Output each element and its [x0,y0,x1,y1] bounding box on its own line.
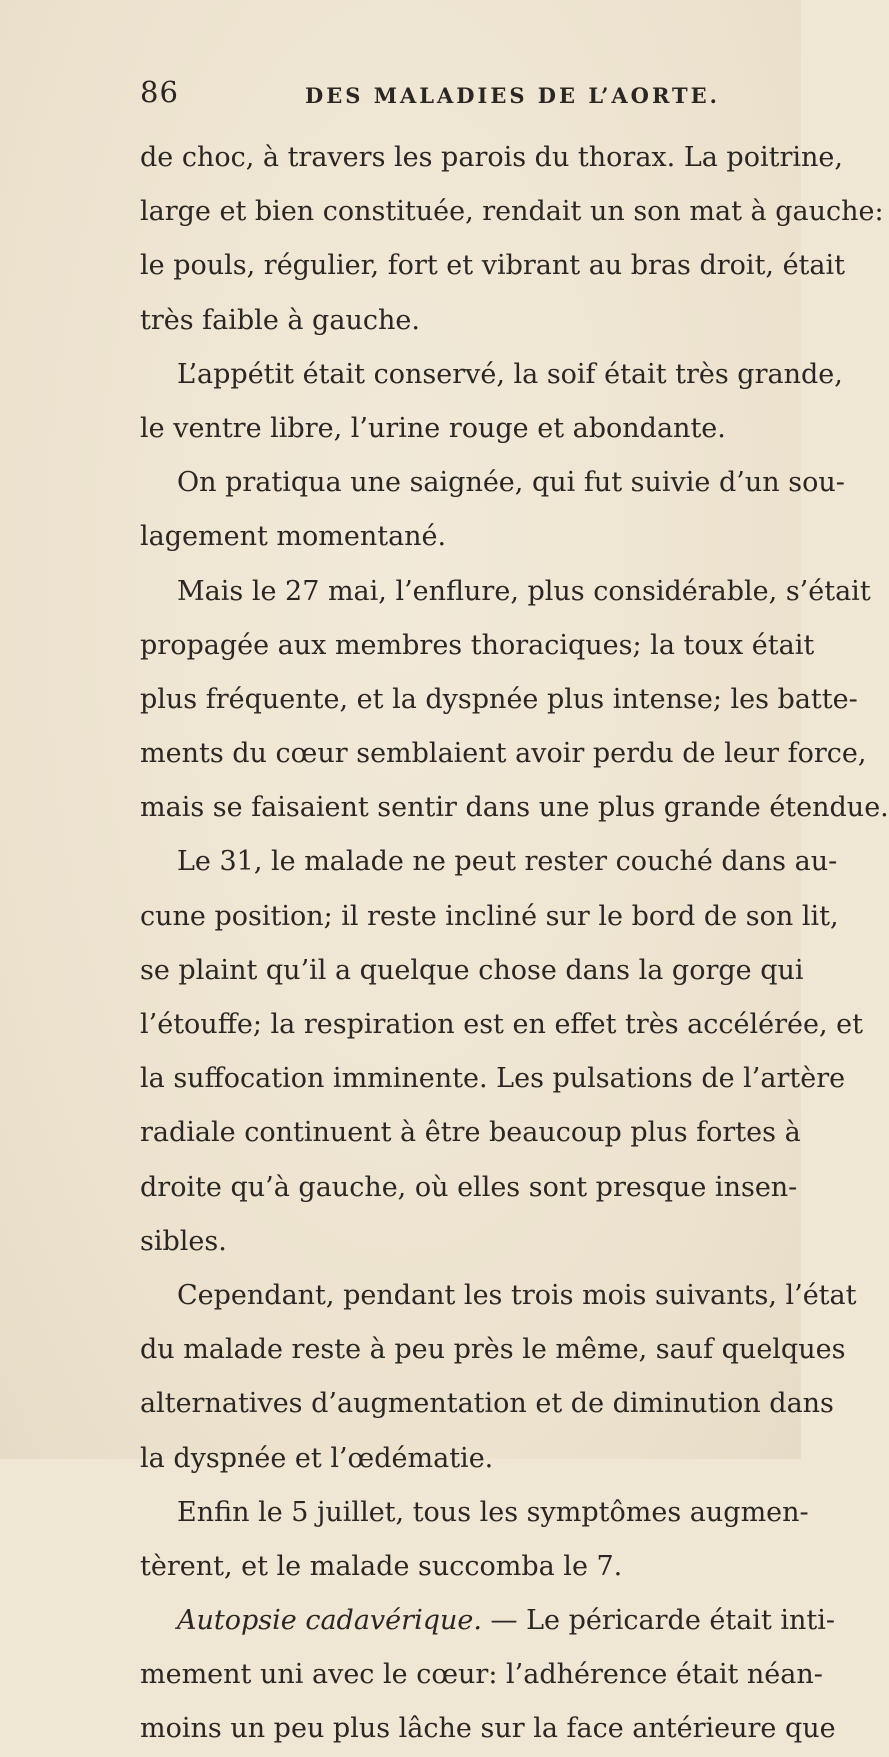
text-line-content: l’étouffe; la respiration est en effet très accélérée, et [140,1009,863,1040]
text-line-content: le pouls, régulier, fort et vibrant au bras droit, était [140,250,845,282]
running-title: DES MALADIES DE L’AORTE. [305,83,720,108]
text-line-content: cune position; il reste incliné sur le bord de son lit, [140,900,839,932]
text-line [140,1052,846,1106]
text-line [140,1377,834,1431]
text-line-content: Mais le 27 mai, l’enflure, plus considérable, s’était [177,575,871,607]
text-line-content: radiale continuent à être beaucoup plus fortes à [140,1117,801,1149]
text-line [140,348,843,402]
text-line [140,1648,823,1702]
text-line-content: de choc, à travers les parois du thorax. La poitrine, [140,142,843,173]
text-line-content: propagée aux membres thoraciques; la toux était [140,629,815,661]
text-line-content: se plaint qu’il a quelque chose dans la gorge qui [140,954,804,986]
text-line-content: très faible à gauche. [140,304,420,336]
text-line [140,565,871,619]
text-line [140,890,839,944]
text-line-content: Le 31, le malade ne peut rester couché dans au- [177,846,838,878]
text-line [140,1702,836,1756]
page-number: 86 [140,75,179,109]
text-line [140,1540,758,1594]
text-line [140,1106,801,1160]
text-line-content: mais se faisaient sentir dans une plus grande étendue. [140,792,889,824]
text-line-content: large et bien constituée, rendait un son mat à gauche: [140,196,884,228]
text-line-content: L’appétit était conservé, la soif était très grande, [177,358,843,390]
text-line-content: lagement momentané. [140,521,447,553]
text-line-content: mement uni avec le cœur: l’adhérence était néan- [140,1659,823,1691]
text-line-content: droite qu’à gauche, où elles sont presque insen- [140,1171,798,1203]
text-line-content: tèrent, et le malade succomba le 7. [140,1550,623,1582]
text-line [140,1432,758,1486]
text-line-content: — Le péricarde était inti- [490,1605,836,1637]
text-line-content: plus fréquente, et la dyspnée plus intense; les batte- [140,683,858,715]
text-line [140,1594,836,1648]
text-line [140,1323,846,1377]
text-line-content: On pratiqua une saignée, qui fut suivie d’un sou- [177,467,845,499]
text-line [140,185,884,239]
text-line [140,1161,798,1215]
text-line [140,944,804,998]
text-line [140,510,758,564]
text-line-content: du malade reste à peu près le même, sauf quelques [140,1334,846,1366]
text-line [140,673,858,727]
text-line [140,835,838,889]
text-line [140,294,758,348]
text-line [140,456,845,510]
body-text [140,131,889,1757]
text-line [140,1486,809,1540]
text-line [140,131,843,185]
text-line-content: la suffocation imminente. Les pulsations de l’artère [140,1063,846,1095]
page-header [0,72,801,112]
text-line [140,998,863,1052]
text-line [140,1269,857,1323]
text-line [140,727,867,781]
text-line-content: Enfin le 5 juillet, tous les symptômes augmen- [177,1496,809,1528]
text-line-content: alternatives d’augmentation et de diminution dans [140,1388,834,1420]
section-heading-italic: Autopsie cadavérique. [177,1605,491,1637]
text-line [140,619,815,673]
text-line-content: Cependant, pendant les trois mois suivants, l’état [177,1279,857,1311]
text-line-content: ments du cœur semblaient avoir perdu de leur force, [140,738,867,770]
text-line-content: moins un peu plus lâche sur la face antérieure que [140,1713,836,1745]
text-line [140,402,758,456]
text-line [140,239,845,293]
text-line-content: le ventre libre, l’urine rouge et abondante. [140,412,726,444]
text-line [140,781,889,835]
text-line-content: la dyspnée et l’œdématie. [140,1442,494,1474]
text-line-content: sibles. [140,1225,227,1257]
text-line [140,1215,758,1269]
